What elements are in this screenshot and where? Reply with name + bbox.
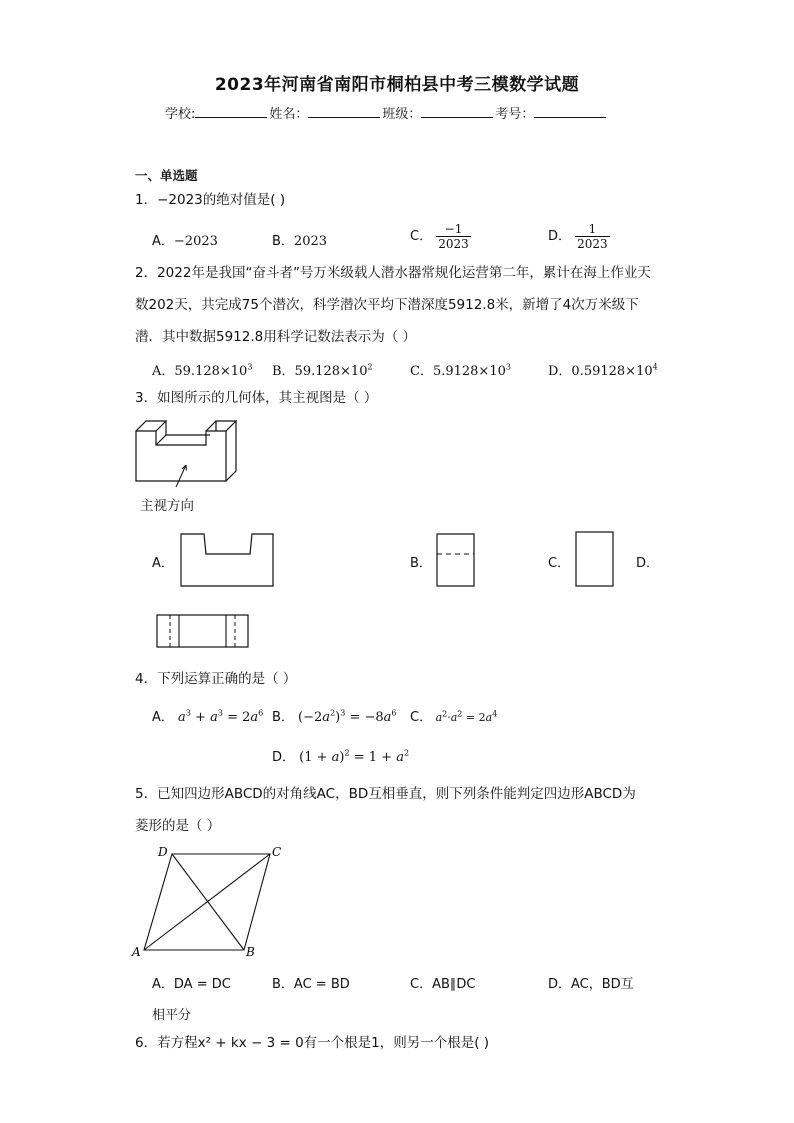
q2-line1: 2．2022年是我国“奋斗者”号万米级载人潜水器常规化运营第二年，累计在海上作业天 [135, 265, 651, 281]
q1-stem: 1．−2023的绝对值是( ) [135, 192, 286, 208]
q3-stem: 3．如图所示的几何体，其主视图是（ ） [135, 390, 378, 406]
page-title: 2023年河南省南阳市桐柏县中考三模数学试题 [214, 75, 580, 95]
vertex-c-label: C [272, 845, 282, 859]
q3-option-d-label[interactable]: D． [636, 556, 660, 571]
q5-line2: 菱形的是（ ） [135, 818, 221, 834]
q5-rhombus-figure [130, 842, 290, 960]
number-label: 考号： [495, 107, 535, 122]
school-blank[interactable] [195, 105, 267, 118]
q1-d-fraction: $\frac{1}{2023}$ [577, 222, 608, 251]
q1-option-b[interactable]: B．2023 [272, 234, 328, 249]
q1-option-d[interactable]: D． $\frac{1}{2023}$ [548, 222, 608, 251]
vertex-d-label: D [158, 845, 168, 859]
class-blank[interactable] [421, 105, 493, 118]
q2-option-c[interactable]: C．$5.9128\times 10^3$ [410, 362, 511, 379]
q3-option-d-figure[interactable] [155, 613, 251, 649]
q2-line3: 潜．其中数据5912.8用科学记数法表示为（ ） [135, 329, 417, 345]
q5-option-d[interactable]: D．AC，BD互 [548, 977, 634, 992]
q5-option-c[interactable]: C．AB∥DC [410, 977, 476, 992]
q4-option-a[interactable]: A． $a^3 + a^3 = 2a^6$ [152, 708, 264, 725]
q5-option-b[interactable]: B．AC = BD [272, 977, 350, 992]
student-info-line [165, 103, 608, 122]
q4-option-d[interactable]: D． $(1 + a)^2 = 1 + a^2$ [272, 748, 410, 765]
name-blank[interactable] [308, 105, 380, 118]
q6-stem: 6．若方程x² + kx − 3 = 0有一个根是1，则另一个根是( ) [135, 1035, 490, 1051]
q2-option-a[interactable]: A．$59.128\times 10^3$ [152, 362, 253, 379]
q2-line2: 数202天，共完成75个潜次，科学潜次平均下潜深度5912.8米，新增了4次万米级下 [135, 297, 639, 313]
q5-line1: 5．已知四边形ABCD的对角线AC，BD互相垂直，则下列条件能判定四边形ABCD为 [135, 786, 636, 802]
q3-option-c-figure[interactable] [574, 530, 616, 588]
q3-option-a-figure[interactable] [180, 532, 275, 588]
q1-option-a[interactable]: A．−2023 [152, 234, 218, 249]
vertex-a-label: A [132, 945, 141, 959]
q5-option-d-continued: 相平分 [152, 1008, 192, 1023]
q4-stem: 4．下列运算正确的是（ ） [135, 671, 297, 687]
q4-option-b[interactable]: B． $(-2a^2)^3 = -8a^6$ [272, 708, 397, 725]
section-heading: 一、单选题 [135, 168, 198, 183]
q3-option-c-label[interactable]: C． [548, 556, 571, 571]
school-label: 学校: [165, 107, 196, 122]
name-label: 姓名： [269, 107, 309, 122]
q4-option-c[interactable]: C． $a^2\cdot a^2 = 2a^4$ [410, 709, 498, 725]
number-blank[interactable] [534, 105, 606, 118]
q3-option-a-label[interactable]: A． [152, 556, 174, 571]
q1-option-c[interactable]: C． $\frac{-1}{2023}$ [410, 222, 469, 251]
q1-c-fraction: $\frac{-1}{2023}$ [438, 222, 469, 251]
class-label: 班级： [382, 107, 422, 122]
view-direction-caption: 主视方向 [140, 498, 194, 514]
vertex-b-label: B [246, 945, 255, 959]
q3-option-b-label[interactable]: B． [410, 556, 432, 571]
q3-solid-figure [130, 415, 245, 490]
q3-option-b-figure[interactable] [436, 532, 476, 588]
q5-option-a[interactable]: A．DA = DC [152, 977, 231, 992]
q2-option-b[interactable]: B．$59.128\times 10^2$ [272, 362, 373, 379]
q2-option-d[interactable]: D．$0.59128\times 10^4$ [548, 362, 658, 379]
